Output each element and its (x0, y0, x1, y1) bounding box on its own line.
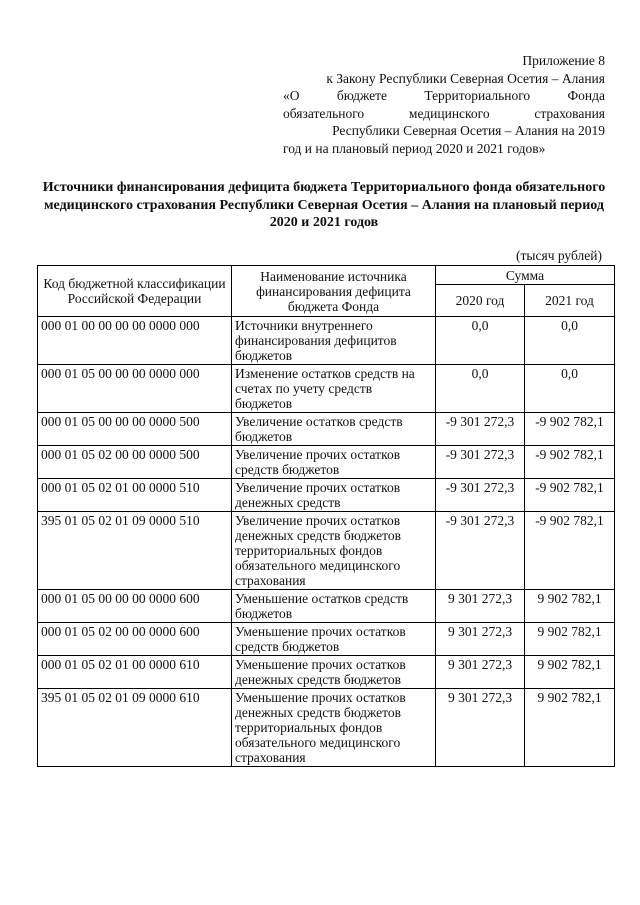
appendix-number: Приложение 8 (522, 53, 605, 68)
header-code: Код бюджетной классификации Российской Федерации (38, 266, 232, 317)
row-amount-2020: 9 301 272,3 (436, 623, 525, 656)
header-name: Наименование источника финансирования дефицита бюджета Фонда (232, 266, 436, 317)
row-name: Уменьшение прочих остатков средств бюджетов (232, 623, 436, 656)
row-code: 395 01 05 02 01 09 0000 610 (38, 689, 232, 767)
row-code: 395 01 05 02 01 09 0000 510 (38, 512, 232, 590)
row-amount-2021: 9 902 782,1 (525, 656, 615, 689)
table-row (38, 317, 615, 365)
units-note: (тысяч рублей) (516, 248, 602, 263)
table-row (38, 512, 615, 590)
row-amount-2021: -9 902 782,1 (525, 512, 615, 590)
row-amount-2021: -9 902 782,1 (525, 479, 615, 512)
appendix-law-title-line4: год и на плановый период 2020 и 2021 годов» (283, 140, 546, 156)
row-amount-2021: 9 902 782,1 (525, 689, 615, 767)
row-code: 000 01 05 02 01 00 0000 510 (38, 479, 232, 512)
table-row (38, 623, 615, 656)
row-amount-2021: -9 902 782,1 (525, 413, 615, 446)
row-amount-2020: 9 301 272,3 (436, 689, 525, 767)
row-name: Увеличение прочих остатков средств бюджетов (232, 446, 436, 479)
table-row (38, 365, 615, 413)
row-code: 000 01 05 00 00 00 0000 600 (38, 590, 232, 623)
table-row (38, 590, 615, 623)
row-name: Уменьшение прочих остатков денежных средств бюджетов территориальных фондов обязательного медицинского страхования (232, 689, 436, 767)
row-amount-2020: 9 301 272,3 (436, 590, 525, 623)
row-name: Увеличение прочих остатков денежных средств (232, 479, 436, 512)
row-amount-2021: 0,0 (525, 365, 615, 413)
header-sum: Сумма (436, 266, 615, 285)
appendix-law-line: к Закону Республики Северная Осетия – Алания (326, 70, 605, 86)
row-amount-2020: 0,0 (436, 317, 525, 365)
row-code: 000 01 05 02 00 00 0000 500 (38, 446, 232, 479)
table-row (38, 479, 615, 512)
row-amount-2021: 9 902 782,1 (525, 590, 615, 623)
header-year-2020: 2020 год (436, 285, 525, 317)
row-amount-2021: 9 902 782,1 (525, 623, 615, 656)
row-name: Увеличение остатков средств бюджетов (232, 413, 436, 446)
row-amount-2020: -9 301 272,3 (436, 479, 525, 512)
row-name: Уменьшение прочих остатков денежных средств бюджетов (232, 656, 436, 689)
row-amount-2021: 0,0 (525, 317, 615, 365)
financing-sources-table (37, 265, 615, 767)
row-code: 000 01 05 00 00 00 0000 500 (38, 413, 232, 446)
row-code: 000 01 05 00 00 00 0000 000 (38, 365, 232, 413)
row-amount-2020: 0,0 (436, 365, 525, 413)
row-amount-2020: 9 301 272,3 (436, 656, 525, 689)
header-year-2021: 2021 год (525, 285, 615, 317)
appendix-law-title-line2: обязательного медицинского страхования (283, 105, 605, 121)
row-code: 000 01 00 00 00 00 0000 000 (38, 317, 232, 365)
appendix-note (283, 52, 605, 157)
row-code: 000 01 05 02 01 00 0000 610 (38, 656, 232, 689)
row-code: 000 01 05 02 00 00 0000 600 (38, 623, 232, 656)
document-title: Источники финансирования дефицита бюджета Территориального фонда обязательного медицинского страхования Республики Северная Осетия – Алания на плановый период 2020 и 2021 годов (42, 180, 606, 230)
row-name: Уменьшение остатков средств бюджетов (232, 590, 436, 623)
row-amount-2020: -9 301 272,3 (436, 512, 525, 590)
row-name: Увеличение прочих остатков денежных средств бюджетов территориальных фондов обязательного медицинского страхования (232, 512, 436, 590)
row-amount-2020: -9 301 272,3 (436, 413, 525, 446)
table-row (38, 413, 615, 446)
table-row (38, 689, 615, 767)
row-amount-2021: -9 902 782,1 (525, 446, 615, 479)
row-name: Изменение остатков средств на счетах по учету средств бюджетов (232, 365, 436, 413)
appendix-law-title-line1: «О бюджете Территориального Фонда (283, 88, 605, 103)
row-name: Источники внутреннего финансирования дефицитов бюджетов (232, 317, 436, 365)
row-amount-2020: -9 301 272,3 (436, 446, 525, 479)
table-row (38, 446, 615, 479)
appendix-law-title-line3: Республики Северная Осетия – Алания на 2019 (332, 123, 605, 138)
table-row (38, 656, 615, 689)
